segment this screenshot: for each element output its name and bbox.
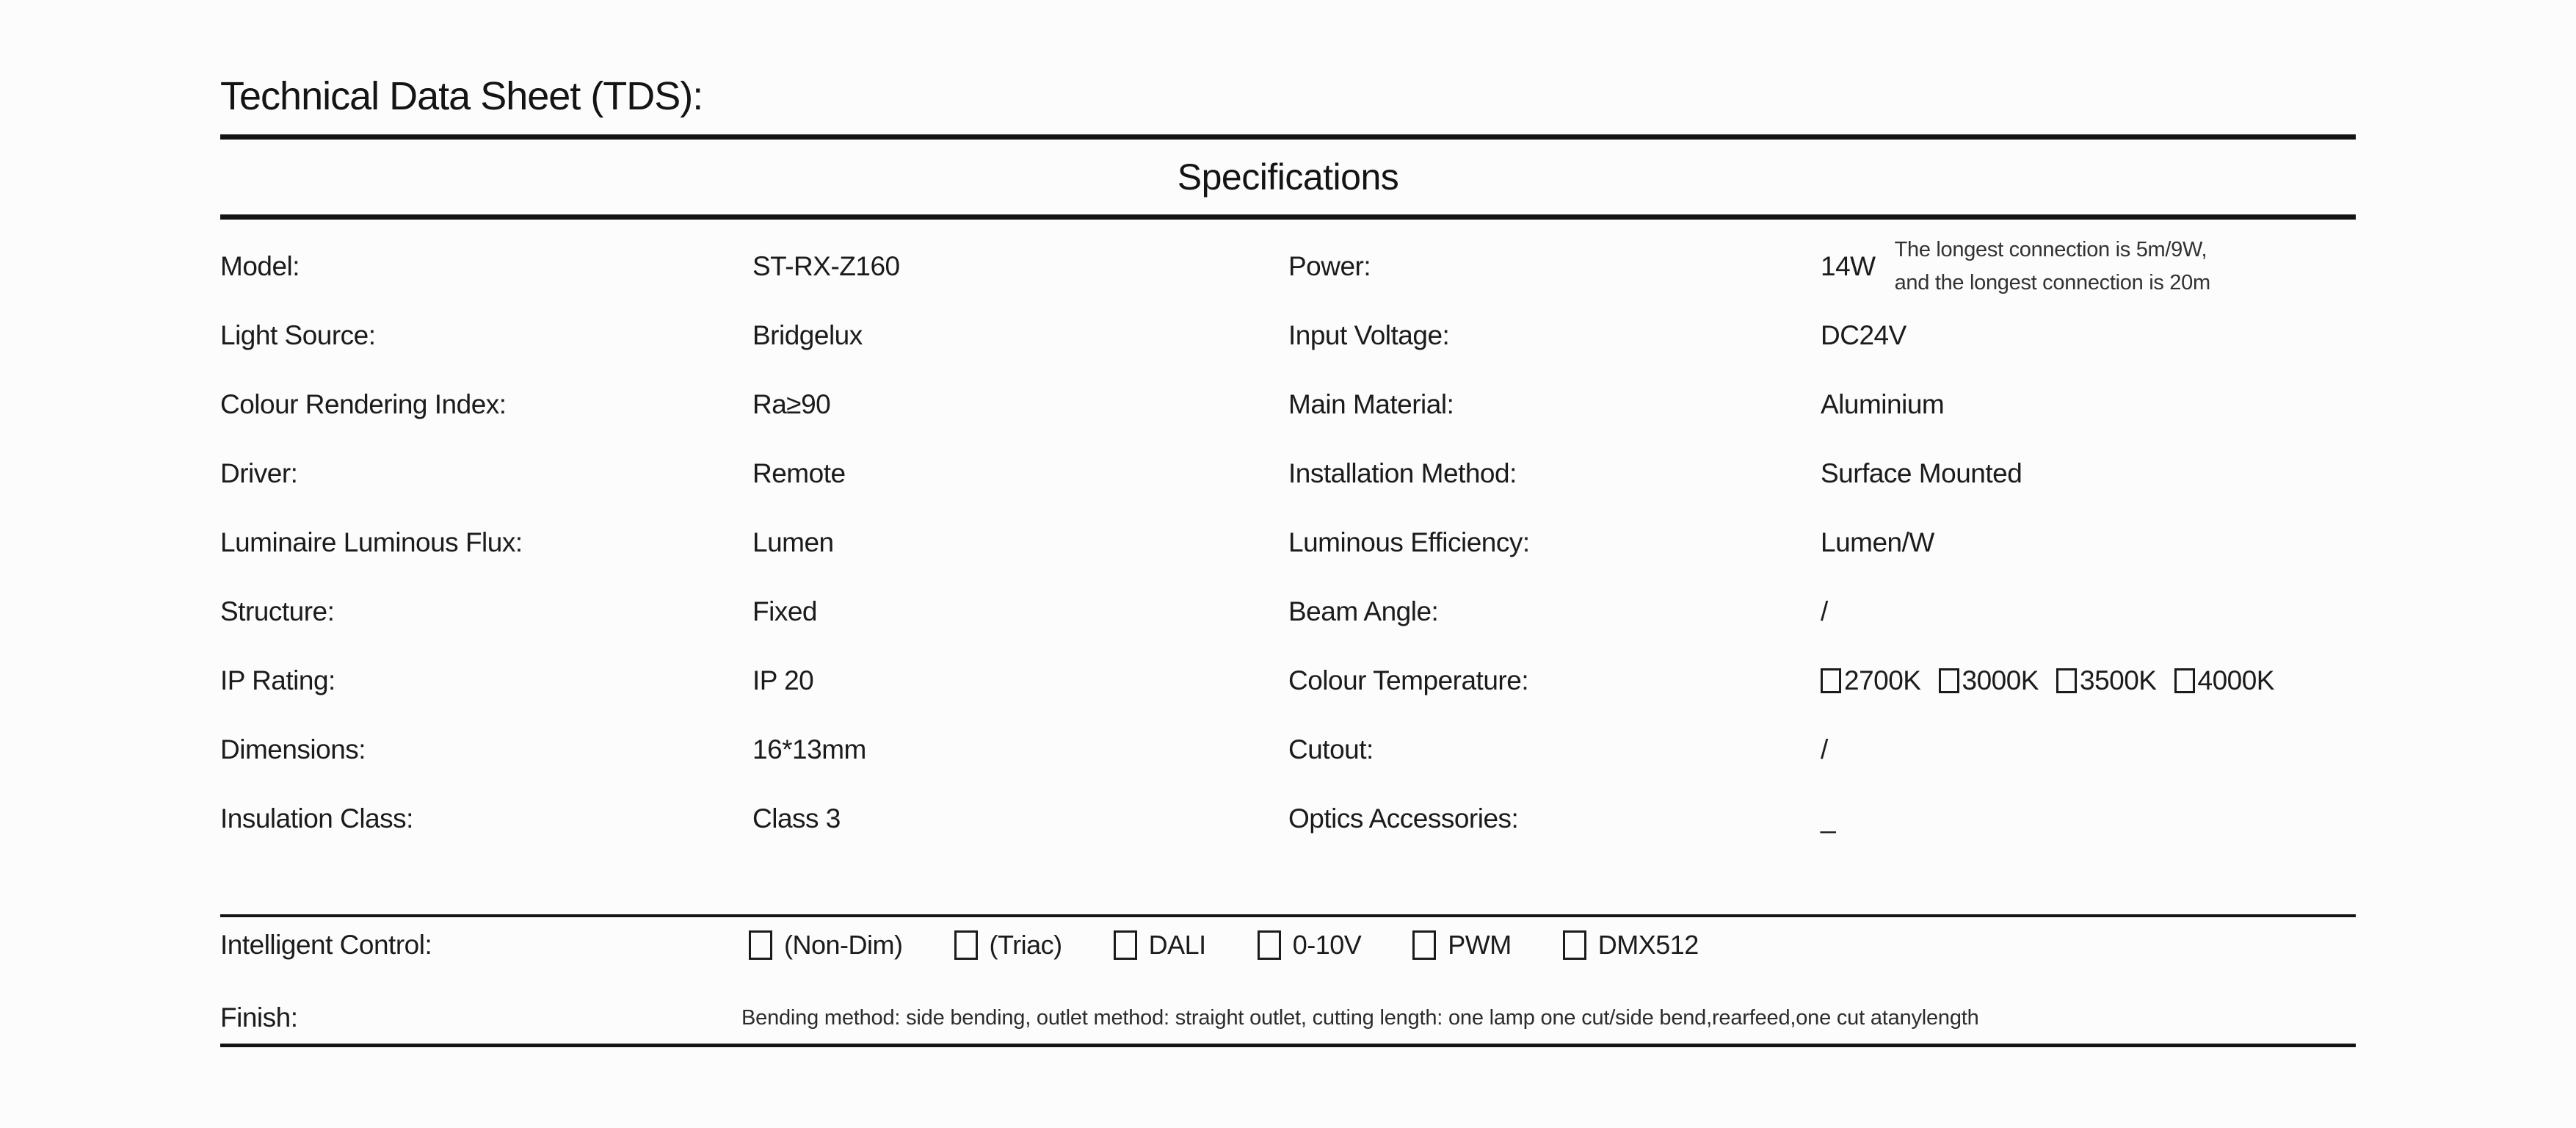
checkbox-label: DALI bbox=[1148, 930, 1206, 960]
spec-label: Insulation Class: bbox=[220, 803, 413, 834]
intelligent-control-label: Intelligent Control: bbox=[220, 930, 432, 960]
spec-value: Class 3 bbox=[752, 803, 841, 834]
finish-note: Bending method: side bending, outlet method: straight outlet, cutting length: one lamp one cut/side bend,rearfeed,one cut atanylength bbox=[741, 1005, 1979, 1030]
spec-table bbox=[220, 232, 2356, 853]
checkbox-dali[interactable] bbox=[1114, 930, 1137, 960]
control-option-dmx512[interactable] bbox=[1563, 930, 1699, 961]
spec-label: Luminous Efficiency: bbox=[1288, 527, 1530, 557]
power-value-cell bbox=[1821, 232, 2356, 301]
spec-value: / bbox=[1821, 734, 1828, 764]
power-value: 14W bbox=[1821, 251, 1876, 281]
colour-temp-option-2700k[interactable] bbox=[1821, 665, 1921, 696]
spec-label: Main Material: bbox=[1288, 389, 1454, 419]
control-option-dali[interactable] bbox=[1114, 930, 1206, 961]
finish-label: Finish: bbox=[220, 1002, 298, 1033]
control-option-0-10v[interactable] bbox=[1258, 930, 1362, 961]
checkbox-triac[interactable] bbox=[954, 930, 978, 960]
colour-temp-option-3500k[interactable] bbox=[2056, 665, 2157, 696]
page-title: Technical Data Sheet (TDS): bbox=[220, 74, 703, 118]
checkbox-label: 3500K bbox=[2080, 665, 2157, 695]
spec-value: IP 20 bbox=[752, 665, 814, 695]
spec-label: Colour Rendering Index: bbox=[220, 389, 507, 419]
spec-value: Bridgelux bbox=[752, 320, 863, 350]
divider-header bbox=[220, 214, 2356, 220]
spec-label: Beam Angle: bbox=[1288, 596, 1439, 626]
power-note-line1: The longest connection is 5m/9W, bbox=[1894, 238, 2207, 261]
checkbox-non-dim[interactable] bbox=[749, 930, 772, 960]
checkbox-0-10v[interactable] bbox=[1258, 930, 1281, 960]
checkbox-label: 4000K bbox=[2197, 665, 2274, 695]
spec-label: Structure: bbox=[220, 596, 335, 626]
spec-value: Ra≥90 bbox=[752, 389, 831, 419]
spec-label: Model: bbox=[220, 251, 300, 281]
spec-label: Light Source: bbox=[220, 320, 376, 350]
spec-value: / bbox=[1821, 596, 1828, 626]
checkbox-2700k[interactable] bbox=[1821, 668, 1841, 693]
control-option-triac[interactable] bbox=[954, 930, 1062, 961]
checkbox-3000k[interactable] bbox=[1939, 668, 1959, 693]
divider-bottom bbox=[220, 1044, 2356, 1047]
spec-value: Surface Mounted bbox=[1821, 458, 2022, 488]
checkbox-label: (Non-Dim) bbox=[784, 930, 903, 960]
spec-value: 16*13mm bbox=[752, 734, 866, 764]
power-note-line2: and the longest connection is 20m bbox=[1894, 271, 2210, 294]
divider-top bbox=[220, 134, 2356, 140]
spec-value: _ bbox=[1821, 803, 1836, 834]
colour-temp-option-4000k[interactable] bbox=[2174, 665, 2275, 696]
spec-value: Lumen/W bbox=[1821, 527, 1934, 557]
spec-label: Optics Accessories: bbox=[1288, 803, 1519, 834]
table-header: Specifications bbox=[1177, 156, 1399, 198]
spec-value: Lumen bbox=[752, 527, 834, 557]
spec-value: DC24V bbox=[1821, 320, 1906, 350]
checkbox-dmx512[interactable] bbox=[1563, 930, 1586, 960]
colour-temperature-options bbox=[1821, 646, 2356, 715]
checkbox-4000k[interactable] bbox=[2174, 668, 2195, 693]
spec-label: Dimensions: bbox=[220, 734, 366, 764]
checkbox-label: DMX512 bbox=[1597, 930, 1699, 960]
finish-row bbox=[220, 993, 2356, 1043]
spec-value: Aluminium bbox=[1821, 389, 1945, 419]
checkbox-3500k[interactable] bbox=[2056, 668, 2077, 693]
spec-label: Driver: bbox=[220, 458, 298, 488]
spec-label: Input Voltage: bbox=[1288, 320, 1450, 350]
checkbox-label: 2700K bbox=[1844, 665, 1921, 695]
spec-label: Colour Temperature: bbox=[1288, 665, 1529, 695]
checkbox-label: 3000K bbox=[1962, 665, 2039, 695]
spec-label: IP Rating: bbox=[220, 665, 335, 695]
checkbox-label: (Triac) bbox=[989, 930, 1062, 960]
checkbox-label: 0-10V bbox=[1292, 930, 1362, 960]
spec-value: Fixed bbox=[752, 596, 817, 626]
control-option-non-dim[interactable] bbox=[749, 930, 903, 961]
colour-temp-option-3000k[interactable] bbox=[1939, 665, 2039, 696]
divider-controls bbox=[220, 914, 2356, 917]
power-note bbox=[1895, 234, 2210, 300]
checkbox-label: PWM bbox=[1448, 930, 1512, 960]
spec-value: Remote bbox=[752, 458, 846, 488]
control-option-pwm[interactable] bbox=[1412, 930, 1511, 961]
intelligent-control-options bbox=[749, 930, 1699, 961]
spec-label: Installation Method: bbox=[1288, 458, 1517, 488]
spec-label: Luminaire Luminous Flux: bbox=[220, 527, 523, 557]
spec-label: Cutout: bbox=[1288, 734, 1374, 764]
intelligent-control-row bbox=[220, 921, 2356, 969]
checkbox-pwm[interactable] bbox=[1412, 930, 1436, 960]
spec-label: Power: bbox=[1288, 251, 1371, 281]
spec-value: ST-RX-Z160 bbox=[752, 251, 900, 281]
